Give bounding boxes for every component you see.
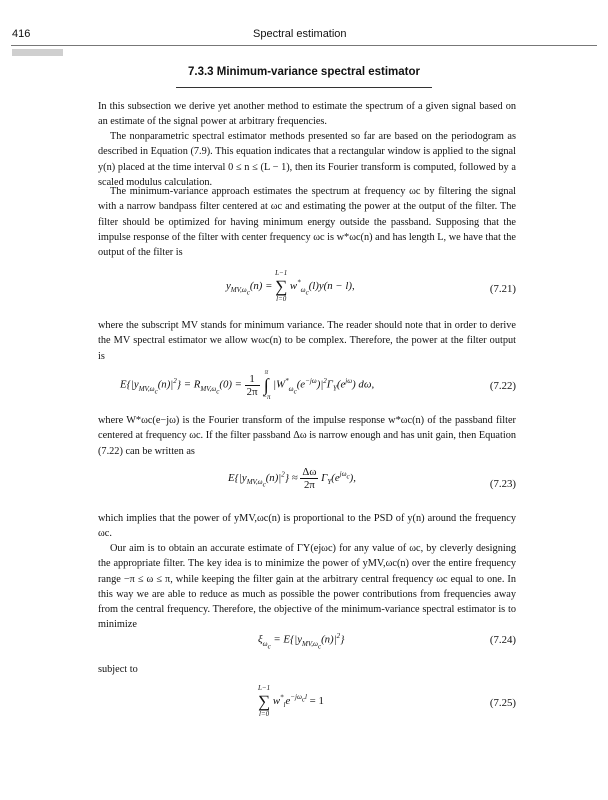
fraction: $\frac{1}{2\pi}$ [246, 372, 258, 398]
equation-7-24-body: $\xi_{\omega_c} = E\{|y_{MV,\omega_c}(n)|^2\}$ [258, 632, 345, 651]
paragraph-5: where W*ωc(e−jω) is the Fourier transform of the impulse response w*ωc(n) of the passband filter centered at frequency ωc. If the filter passband Δω is narrow enough and has unit gain, then Equation (7.22) can be written as [98, 415, 516, 457]
equation-7-25-body: L−1 ∑ l=0 $w^*_le^{-j\omega_cl} = 1$ [258, 684, 324, 718]
equation-7-23-body: $E\{|y_{MV,\omega_c}(n)|^2\}$ ≈ $\frac{\Delta\omega}{2\pi}$ $\Gamma_Y(e^{j\omega_c})$, [228, 466, 356, 491]
fraction: $\frac{\Delta\omega}{2\pi}$ [302, 466, 317, 491]
summation-sign: L−1 ∑ l=0 [258, 684, 271, 718]
summation-sign: L−1 ∑ l=0 [275, 269, 288, 303]
paragraph-8: subject to [98, 664, 138, 675]
header-tab-bar [12, 49, 63, 56]
paragraph-7: Our aim is to obtain an accurate estimate of ΓY(ejωc) for any value of ωc, by cleverly designing the appropriate filter. The key idea is to minimize the power of yMV,ωc(n) over the entire frequency range −π ≤ ω ≤ π, while keeping the filter gain at the arbitrary central frequency ωc equal to one. In this way we are able to reduce as much as possible the power contributions from frequencies away from the central frequency. Therefore, the objective of the minimum-variance spectral estimator is to minimize [98, 543, 516, 631]
equation-7-25 [98, 684, 516, 730]
paragraph-4: where the subscript MV stands for minimum variance. The reader should note that in order to derive the MV spectral estimator we allow wωc(n) to be complex. Therefore, the power at the filter output is [98, 320, 516, 362]
equation-number: (7.25) [489, 697, 516, 709]
equation-7-22 [98, 368, 516, 401]
page-number: 416 [12, 28, 31, 40]
paragraph-6: which implies that the power of yMV,ωc(n) is proportional to the PSD of y(n) around the frequency ωc. [98, 513, 516, 540]
section-title: 7.3.3 Minimum-variance spectral estimator [187, 66, 420, 78]
integral-sign: π ∫ −π [262, 368, 271, 401]
header-rule [11, 45, 597, 46]
equation-7-22-body: $E\{|y_{MV,\omega_c}(n)|^2\} = R_{MV,\omega_c}(0)$ = $\frac{1}{2\pi}$ π ∫ −π $|W^*_{\omega_c}(e^{-j\omega})|^2\Gamma_Y(e^{j\omega})$ dω, [120, 368, 375, 401]
equation-number: (7.23) [489, 478, 516, 490]
equation-7-23 [98, 466, 516, 496]
paragraph-1: In this subsection we derive yet another method to estimate the spectrum of a given signal based on an estimate of the signal power at arbitrary frequencies. [98, 101, 516, 128]
section-rule [176, 87, 432, 88]
equation-number: (7.22) [489, 380, 516, 392]
equation-7-21-body: $y_{MV,\omega_c}(n)$ = L−1 ∑ l=0 $w^*_{\omega_c}(l)y(n - l)$, [226, 269, 355, 303]
equation-7-24 [98, 628, 516, 658]
paragraph-3: The minimum-variance approach estimates the spectrum at frequency ωc by filtering the signal with a narrow bandpass filter centered at ωc and estimating the power at the output of the filter. The filter should be optimized for having minimum energy outside the passband. Supposing that the impulse response of the filter with center frequency ωc is w*ωc(n) and has length L, we have that the output of the filter is [98, 186, 516, 259]
equation-7-21 [98, 269, 516, 303]
running-title: Spectral estimation [253, 28, 347, 40]
paragraph-2: The nonparametric spectral estimator methods presented so far are based on the periodogram as described in Equation (7.9). This equation indicates that a rectangular window is applied to the signal y(n) placed at the time interval 0 ≤ n ≤ (L − 1), then its Fourier transform is computed, followed by a scaled modulus calculation. [98, 131, 516, 188]
equation-number: (7.21) [489, 283, 516, 295]
equation-number: (7.24) [489, 634, 516, 646]
